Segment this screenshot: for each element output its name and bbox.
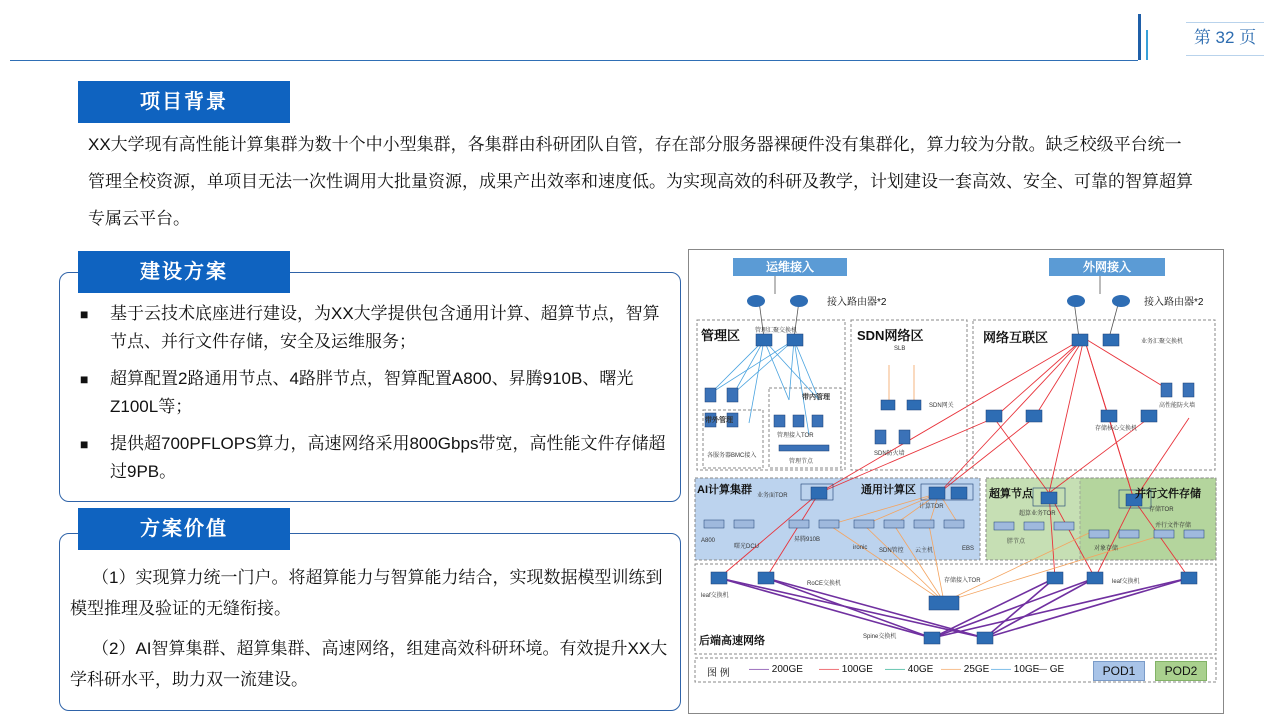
label-sdn-mgmt: SDN管控 xyxy=(879,548,904,554)
legend-10ge: —— 10GE xyxy=(991,664,1040,675)
zone-ai-label: AI计算集群 xyxy=(697,484,752,496)
zone-backend-label: 后端高速网络 xyxy=(699,635,765,647)
label-biz-tor: 业务面TOR xyxy=(757,493,788,499)
zone-storage-label: 并行文件存储 xyxy=(1135,488,1201,500)
plan-title: 建设方案 xyxy=(78,251,290,293)
legend-title: 图 例 xyxy=(707,668,730,679)
line-swatch-icon: —— xyxy=(991,664,1011,675)
label-fat: 胖节点 xyxy=(1007,539,1026,545)
zone-general-label: 通用计算区 xyxy=(861,484,916,496)
label-sdn-fw: SDN防火墙 xyxy=(874,451,905,457)
label-ascend: 昇腾910B xyxy=(794,537,821,543)
label-sdn-gw: SDN网关 xyxy=(929,403,954,409)
legend-200ge: —— 200GE xyxy=(749,664,803,675)
zone-mgmt-label: 管理区 xyxy=(701,328,741,343)
value-title: 方案价值 xyxy=(78,508,290,550)
legend-100ge: —— 100GE xyxy=(819,664,873,675)
label-spine: Spine交换机 xyxy=(863,634,897,640)
header-rule xyxy=(10,60,1138,61)
line-swatch-icon: —— xyxy=(885,664,905,675)
plan-list xyxy=(80,300,670,495)
square-bullet-icon: ■ xyxy=(80,371,89,387)
label-ebs: EBS xyxy=(962,546,975,552)
label-inband-tor: 管理接入TOR xyxy=(777,433,814,439)
line-swatch-icon: — xyxy=(1037,664,1047,675)
label-calc-tor: 计算TOR xyxy=(919,504,944,510)
value-item: （1）实现算力统一门户。将超算能力与智算能力结合，实现数据模型训练到模型推理及验证的无缝衔接。 xyxy=(70,568,663,618)
label-mgmt-sw: 管理汇聚交换机 xyxy=(755,328,798,334)
background-text: XX大学现有高性能计算集群为数十个中小型集群，各集群由科研团队自管，存在部分服务器裸硬件没有集群化，算力较为分散。缺乏校级平台统一管理全校资源，单项目无法一次性调用大批量资源，成果产出效率和速度低。为实现高效的科研及教学，计划建设一套高效、安全、可靠的智算超算专属云平台。 xyxy=(88,135,1193,228)
label-roce: RoCE交换机 xyxy=(807,581,842,587)
page-number: 第 32 页 xyxy=(1186,22,1264,56)
router-right-label: 接入路由器*2 xyxy=(1144,297,1204,308)
ops-access-label: 运维接入 xyxy=(733,258,847,276)
plan-item: ■ 超算配置2路通用节点、4路胖节点，智算配置A800、昇腾910B、曙光Z100L等； xyxy=(80,365,670,421)
pod1-badge: POD1 xyxy=(1093,661,1145,681)
label-para-store: 并行文件存储 xyxy=(1155,523,1192,529)
external-access-label: 外网接入 xyxy=(1049,258,1165,276)
label-slb: SLB xyxy=(894,346,906,352)
label-obj-store: 对象存储 xyxy=(1094,546,1119,552)
label-mgmt-node: 管理节点 xyxy=(789,459,814,465)
square-bullet-icon: ■ xyxy=(80,436,89,452)
background-title: 项目背景 xyxy=(78,81,290,123)
plan-item: ■ 提供超700PFLOPS算力，高速网络采用800Gbps带宽，高性能文件存储超过9PB。 xyxy=(80,430,670,486)
plan-item: ■ 基于云技术底座进行建设，为XX大学提供包含通用计算、超算节点，智算节点、并行文件存储，安全及运维服务； xyxy=(80,300,670,356)
value-list xyxy=(70,562,670,704)
label-cloud-host: 云主机 xyxy=(915,548,934,554)
label-hpc-tor: 超算业务TOR xyxy=(1019,511,1056,517)
diagram-canvas xyxy=(689,250,1223,713)
label-ironic: ironic xyxy=(853,545,868,551)
zone-internet-label: 网络互联区 xyxy=(983,330,1049,345)
legend-25ge: —— 25GE xyxy=(941,664,990,675)
links-ge xyxy=(759,271,1119,338)
label-core-sw: 存储核心交换机 xyxy=(1095,426,1138,432)
zone-sdn-label: SDN网络区 xyxy=(857,328,924,343)
label-leaf: leaf交换机 xyxy=(701,593,729,599)
line-swatch-icon: —— xyxy=(941,664,961,675)
router-left-label: 接入路由器*2 xyxy=(827,297,887,308)
label-hpc-core: 高性能防火墙 xyxy=(1159,403,1196,409)
architecture-diagram xyxy=(688,249,1224,714)
header-accent-bar-light xyxy=(1146,30,1148,60)
label-bmc: 各服务器BMC接入 xyxy=(707,453,757,459)
zone-outband-label: 带外管理 xyxy=(705,417,733,424)
label-biz-sw: 业务汇聚交换机 xyxy=(1141,339,1184,345)
label-leaf2: leaf交换机 xyxy=(1112,579,1140,585)
label-dcu: 曙光DCU xyxy=(734,544,759,550)
pod2-badge: POD2 xyxy=(1155,661,1207,681)
router-icons xyxy=(747,295,1130,307)
line-swatch-icon: —— xyxy=(819,664,839,675)
label-store-in-tor: 存储接入TOR xyxy=(944,578,981,584)
legend-ge: — GE xyxy=(1037,664,1065,675)
line-swatch-icon: —— xyxy=(749,664,769,675)
header-accent-bar xyxy=(1138,14,1141,60)
value-item: （2）AI智算集群、超算集群、高速网络，组建高效科研环境。有效提升XX大学科研水平，助力双一流建设。 xyxy=(70,639,668,689)
zone-inband-label: 带内管理 xyxy=(802,394,830,401)
label-store-tor: 存储TOR xyxy=(1149,507,1174,513)
square-bullet-icon: ■ xyxy=(80,306,89,322)
label-a800: A800 xyxy=(701,538,716,544)
zone-hpc-label: 超算节点 xyxy=(989,488,1033,500)
legend-40ge: —— 40GE xyxy=(885,664,934,675)
